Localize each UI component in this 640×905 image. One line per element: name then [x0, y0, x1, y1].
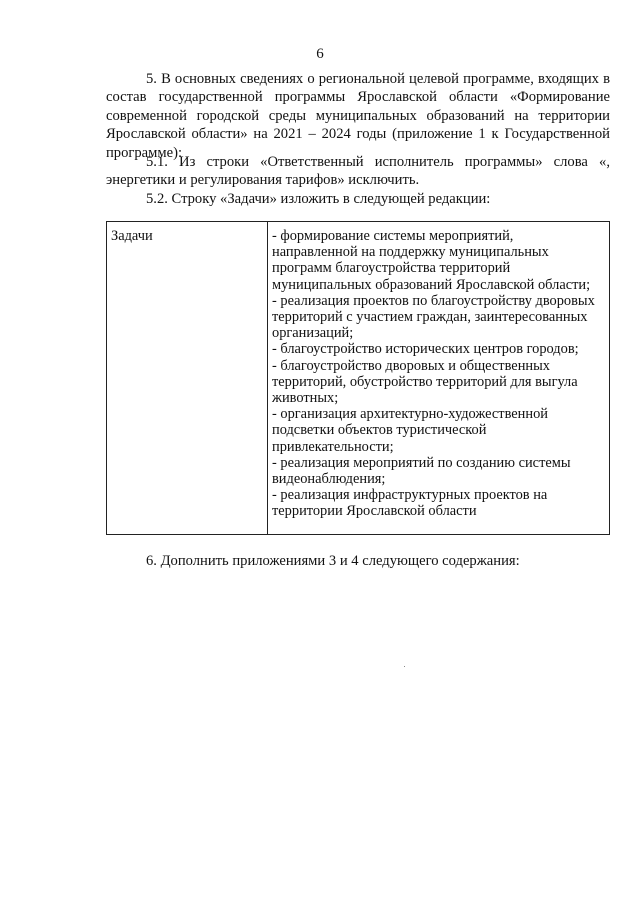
task-line: муниципальных образований Ярославской области; — [272, 276, 591, 293]
paragraph-5: 5. В основных сведениях о региональной целевой программе, входящих в состав государственной программы Ярославской области «Формирование современной городской среды муниципальных образований на территории Ярославской области» на 2021 – 2024 годы (приложение 1 к Государственной программе): — [106, 71, 610, 161]
paragraph-5-2: 5.2. Строку «Задачи» изложить в следующей редакции: — [146, 191, 491, 207]
tasks-label: Задачи — [111, 228, 153, 244]
tasks-content-cell — [268, 222, 610, 535]
paragraph-6: 6. Дополнить приложениями 3 и 4 следующего содержания: — [146, 553, 520, 569]
task-line: территории Ярославской области — [272, 503, 477, 520]
task-line: - организация архитектурно-художественной — [272, 406, 548, 423]
task-line: видеонаблюдения; — [272, 471, 386, 488]
task-line: территорий, обустройство территорий для выгула — [272, 373, 578, 390]
task-line: территорий с участием граждан, заинтересованных — [272, 309, 588, 326]
paragraph-5-1: 5.1. Из строки «Ответственный исполнитель программы» слова «, энергетики и регулирования тарифов» исключить. — [106, 154, 610, 189]
task-line: программ благоустройства территорий — [272, 260, 511, 277]
task-line: - реализация инфраструктурных проектов на — [272, 487, 548, 504]
task-line: - благоустройство исторических центров городов; — [272, 341, 579, 358]
task-line: животных; — [272, 390, 339, 407]
task-line: - реализация проектов по благоустройству дворовых — [272, 292, 595, 309]
tasks-label-cell — [107, 222, 268, 535]
task-line: - благоустройство дворовых и общественных — [272, 357, 550, 374]
task-line: направленной на поддержку муниципальных — [272, 244, 549, 261]
task-line: - формирование системы мероприятий, — [272, 228, 514, 244]
tasks-table — [106, 221, 610, 535]
table-row — [107, 222, 610, 535]
scan-speck — [404, 666, 405, 667]
task-line: привлекательности; — [272, 438, 394, 455]
task-line: подсветки объектов туристической — [272, 422, 487, 439]
task-line: организаций; — [272, 325, 354, 342]
task-line: - реализация мероприятий по созданию системы — [272, 454, 571, 471]
page-number: 6 — [316, 46, 324, 62]
